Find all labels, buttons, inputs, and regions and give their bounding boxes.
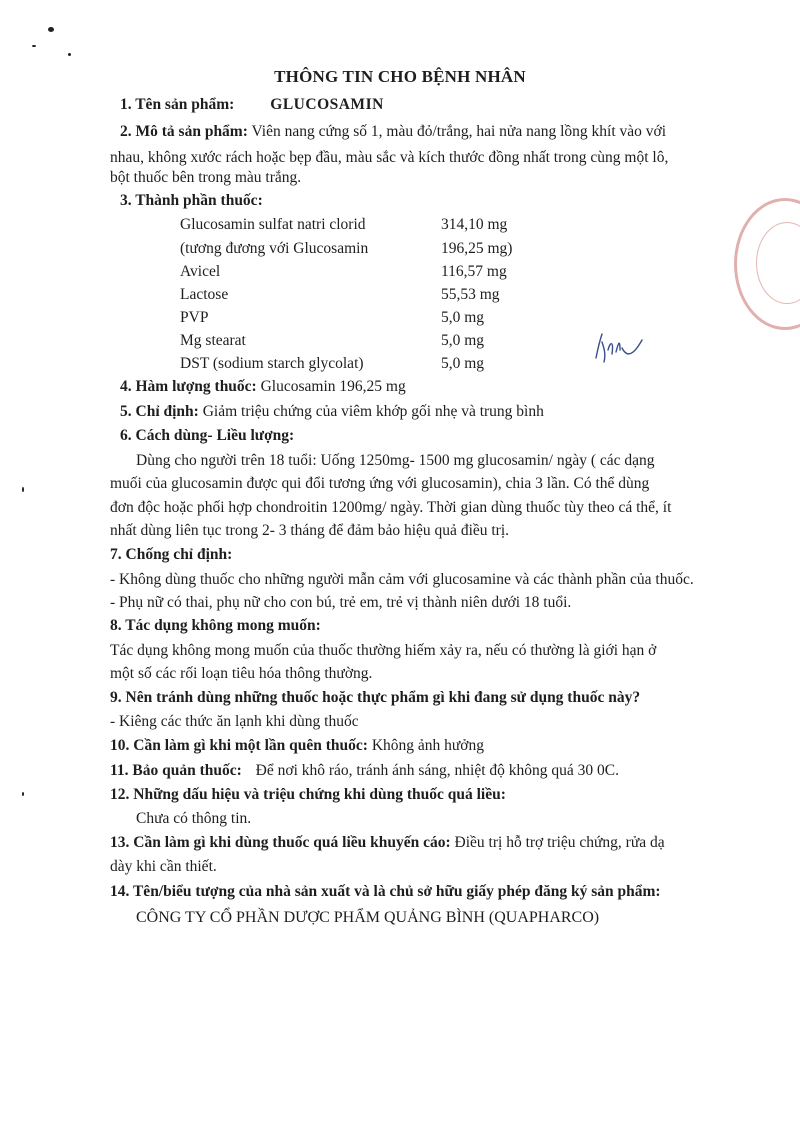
manufacturer-name: CÔNG TY CỔ PHẦN DƯỢC PHẨM QUẢNG BÌNH (QUAPHARCO) — [136, 909, 600, 926]
ingredient-name: Lactose — [180, 286, 229, 303]
product-name-label: 1. Tên sản phẩm: — [120, 96, 235, 113]
ingredient-amount: 5,0 mg — [441, 309, 485, 326]
missed-dose-label: 10. Cần làm gì khi một lần quên thuốc: — [110, 737, 368, 754]
dosage-line: nhất dùng liên tục trong 2- 3 tháng để đảm bảo hiệu quả điều trị. — [110, 522, 510, 539]
strength-value: Glucosamin 196,25 mg — [260, 378, 406, 395]
dosage-line: muối của glucosamin được qui đổi tương ứng với glucosamin), chia 3 lần. Có thể dùng — [110, 475, 650, 492]
ingredient-name: DST (sodium starch glycolat) — [180, 355, 364, 372]
contraindications-label: 7. Chống chỉ định: — [110, 546, 233, 563]
missed-dose-value: Không ảnh hưởng — [371, 737, 484, 754]
product-name-value: GLUCOSAMIN — [270, 96, 384, 113]
contraindication-item: - Phụ nữ có thai, phụ nữ cho con bú, trẻ em, trẻ vị thành niên dưới 18 tuổi. — [110, 594, 572, 611]
side-effects-line: Tác dụng không mong muốn của thuốc thường hiếm xảy ra, nếu có thường là giới hạn ở — [110, 642, 657, 659]
description-line: nhau, không xước rách hoặc bẹp đầu, màu sắc và kích thước đồng nhất trong cùng một lô, — [110, 149, 669, 166]
ingredient-amount: 5,0 mg — [441, 332, 485, 349]
avoid-item: - Kiêng các thức ăn lạnh khi dùng thuốc — [110, 713, 359, 730]
ingredient-amount: 55,53 mg — [441, 286, 500, 303]
overdose-signs-text: Chưa có thông tin. — [136, 810, 252, 827]
contraindication-item: - Không dùng thuốc cho những người mẫn cảm với glucosamine và các thành phần của thuốc. — [110, 571, 694, 588]
description-line: bột thuốc bên trong màu trắng. — [110, 169, 302, 186]
description-text: Viên nang cứng số 1, màu đỏ/trắng, hai nửa nang lồng khít vào với — [251, 123, 667, 140]
storage-label: 11. Bảo quản thuốc: — [110, 762, 242, 779]
ingredients-label: 3. Thành phần thuốc: — [120, 192, 263, 209]
dosage-line: Dùng cho người trên 18 tuổi: Uống 1250mg- 1500 mg glucosamin/ ngày ( các dạng — [136, 452, 655, 469]
ingredient-name: PVP — [180, 309, 209, 326]
scan-speck — [22, 487, 24, 492]
section-product-name — [120, 94, 384, 116]
side-effects-label: 8. Tác dụng không mong muốn: — [110, 617, 321, 634]
section-description — [120, 121, 666, 143]
side-effects-line: một số các rối loạn tiêu hóa thông thường. — [110, 665, 373, 682]
overdose-signs-label: 12. Những dấu hiệu và triệu chứng khi dùng thuốc quá liều: — [110, 786, 506, 803]
overdose-action-line: dày khi cần thiết. — [110, 858, 217, 875]
section-overdose-action — [110, 832, 665, 854]
manufacturer-label: 14. Tên/biểu tượng của nhà sản xuất và là chủ sở hữu giấy phép đăng ký sản phẩm: — [110, 883, 661, 900]
scan-speck — [32, 45, 36, 47]
ingredient-name: Mg stearat — [180, 332, 246, 349]
ingredient-amount: 5,0 mg — [441, 355, 485, 372]
ingredient-amount: 314,10 mg — [441, 216, 508, 233]
section-indication — [120, 401, 544, 423]
page-title: THÔNG TIN CHO BỆNH NHÂN — [274, 67, 526, 86]
section-missed-dose — [110, 735, 484, 757]
overdose-action-label: 13. Cần làm gì khi dùng thuốc quá liều khuyến cáo: — [110, 834, 451, 851]
handwritten-initials — [590, 328, 650, 372]
section-strength — [120, 376, 406, 398]
overdose-action-value: Điều trị hỗ trợ triệu chứng, rửa dạ — [454, 834, 665, 851]
description-label: 2. Mô tả sản phẩm: — [120, 123, 248, 140]
scan-speck — [68, 53, 71, 56]
section-storage — [110, 760, 619, 782]
storage-value: Để nơi khô ráo, tránh ánh sáng, nhiệt độ không quá 30 0C. — [255, 762, 620, 779]
ingredient-name: (tương đương với Glucosamin — [180, 240, 369, 257]
strength-label: 4. Hàm lượng thuốc: — [120, 378, 257, 395]
scan-speck — [48, 27, 54, 32]
ingredient-name: Glucosamin sulfat natri clorid — [180, 216, 366, 233]
scan-speck — [22, 792, 24, 796]
indication-label: 5. Chỉ định: — [120, 403, 199, 420]
dosage-line: đơn độc hoặc phối hợp chondroitin 1200mg/ ngày. Thời gian dùng thuốc tùy theo cá thể, ít — [110, 499, 672, 516]
avoid-label: 9. Nên tránh dùng những thuốc hoặc thực phẩm gì khi đang sử dụng thuốc này? — [110, 689, 641, 706]
ingredient-name: Avicel — [180, 263, 221, 280]
dosage-label: 6. Cách dùng- Liều lượng: — [120, 427, 295, 444]
ingredient-amount: 116,57 mg — [441, 263, 507, 280]
ingredient-amount: 196,25 mg) — [441, 240, 513, 257]
indication-value: Giảm triệu chứng của viêm khớp gối nhẹ và trung bình — [202, 403, 544, 420]
